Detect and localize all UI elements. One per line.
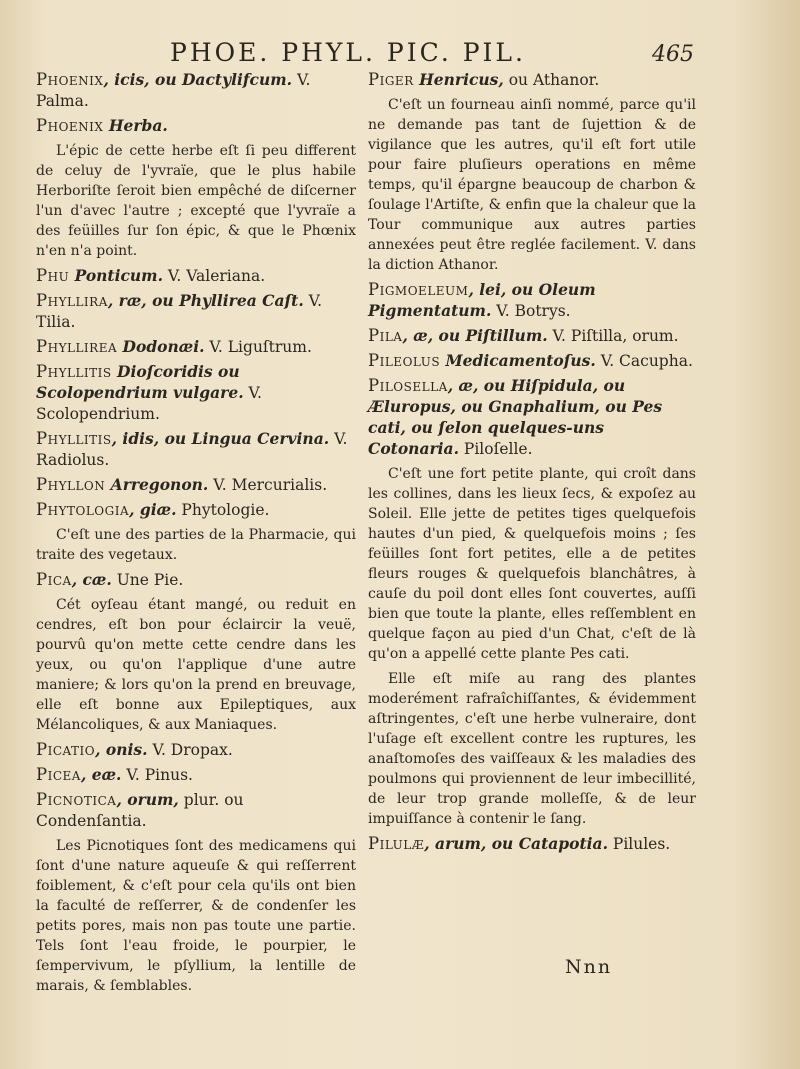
entry-reference: plur. ou Condenſantia. [36, 791, 244, 830]
entry-reference: V. Botrys. [491, 302, 571, 320]
dictionary-entry [36, 500, 356, 521]
entry-synonym: , giæ. [129, 500, 177, 519]
entry-synonym: Herba. [103, 116, 168, 135]
dictionary-entry [36, 429, 356, 471]
dictionary-entry [368, 280, 696, 322]
entry-reference: V. Valeriana. [162, 267, 266, 285]
entry-reference: V. Mercurialis. [208, 476, 328, 494]
entry-synonym: , icis, ou Dactylifcum. [103, 70, 293, 89]
entry-synonym: , eæ. [80, 765, 122, 784]
dictionary-entry [36, 765, 356, 786]
dictionary-entry [36, 570, 356, 591]
dictionary-entry [368, 70, 696, 91]
signature-mark: Nnn [565, 956, 613, 978]
entry-paragraph: C'eſt un fourneau ainſi nommé, parce qu'il ne demande pas tant de ſujettion & de vigilance que les autres, qu'il eſt fort utile pour faire pluſieurs operations en même temps, qu'il épargne beaucoup de charbon & ſoulage l'Artiſte, & enfin que la chaleur que la Tour communique aux autres parties annexées peut être reglée facilement. V. dans la diction Athanor. [368, 97, 696, 273]
entry-reference: V. Dropax. [147, 741, 233, 759]
dictionary-entry [36, 70, 356, 112]
entry-reference: Pilules. [607, 835, 671, 853]
page-header [0, 36, 800, 70]
entry-synonym: , ræ, ou Phyllirea Caſt. [107, 291, 304, 310]
entry-reference: V. Palma. [36, 71, 311, 110]
entry-headword: Piger [368, 70, 414, 89]
entry-headword: Phyllon [36, 475, 106, 494]
dictionary-entry [36, 266, 356, 287]
page-number: 465 [652, 42, 694, 67]
entry-synonym: , orum, [116, 790, 179, 809]
entry-paragraph: Les Picnotiques ſont des medicamens qui ſont d'une nature aqueuſe & qui reſſerrent foiblement, & c'eſt pour cela qu'ils ont bien la faculté de reſſerrer, & de condenſer les petits pores, mais non pas toute une partie. Tels ſont l'eau froide, le pourpier, le ſempervivum, le pſyllium, la lentille de marais, & ſemblables. [36, 838, 356, 994]
entry-synonym: , onis. [95, 740, 148, 759]
entry-reference: Phytologie. [176, 501, 270, 519]
dictionary-entry [36, 116, 356, 137]
entry-headword: Picatio [36, 740, 96, 759]
dictionary-entry [368, 376, 696, 460]
entry-headword: Phu [36, 266, 70, 285]
entry-paragraph: Cét oyſeau étant mangé, ou reduit en cendres, eſt bon pour éclaircir la veuë, pourvû qu'on mette cette cendre dans les yeux, ou qu'on l'applique d'une autre maniere; & lors qu'on la prend en breuvage, elle eſt bonne aux Epileptiques, aux Mélancoliques, & aux Maniaques. [36, 597, 356, 733]
entry-synonym: Arregonon. [105, 475, 209, 494]
entry-synonym: Ponticum. [69, 266, 163, 285]
dictionary-entry [368, 326, 696, 347]
left-column [36, 70, 356, 1001]
entry-paragraph: C'eſt une fort petite plante, qui croît dans les collines, dans les lieux ſecs, & expoſez au Soleil. Elle jette de petites tiges quelquefois hautes d'un pied, & quelquefois moins ; ſes feüilles ſont fort petites, elle a de petites fleurs rouges & quelquefois blanchâtres, à cauſe du poil dont elles ſont couvertes, auſſi bien que toute la plante, elles reſſemblent en quelque façon au pied d'un Chat, c'eſt de là qu'on a appellé cette plante Pes cati. [368, 466, 696, 662]
entry-headword: Pilulæ [368, 834, 425, 853]
dictionary-entry [36, 291, 356, 333]
entry-headword: Picea [36, 765, 81, 784]
running-head: PHOE. PHYL. PIC. PIL. [170, 38, 526, 67]
entry-headword: Phyllitis [36, 362, 112, 381]
entry-headword: Pilosella [368, 376, 448, 395]
dictionary-entry [368, 351, 696, 372]
entry-reference: V. Radiolus. [36, 430, 348, 469]
entry-headword: Pigmoeleum [368, 280, 469, 299]
entry-headword: Pileolus [368, 351, 441, 370]
dictionary-entry [36, 362, 356, 425]
entry-headword: Phoenix [36, 116, 104, 135]
entry-headword: Phytologia [36, 500, 130, 519]
dictionary-entry [36, 337, 356, 358]
entry-reference: Une Pie. [111, 571, 184, 589]
entry-synonym: Medicamentoſus. [440, 351, 596, 370]
entry-headword: Pica [36, 570, 72, 589]
entry-synonym: Dioſcoridis ou Scolopendrium vulgare. [36, 362, 244, 402]
dictionary-entry [36, 475, 356, 496]
dictionary-entry [368, 834, 696, 855]
entry-synonym: , æ, ou Piſtillum. [402, 326, 548, 345]
entry-headword: Phyllitis [36, 429, 112, 448]
right-column [368, 70, 696, 859]
entry-reference: Piloſelle. [458, 440, 533, 458]
entry-synonym: Henricus, [413, 70, 504, 89]
dictionary-entry [36, 740, 356, 761]
entry-reference: V. Tilia. [36, 292, 323, 331]
entry-headword: Pila [368, 326, 403, 345]
entry-synonym: , æ, ou Hiſpidula, ou Æluropus, ou Gnaphalium, ou Pes cati, ou ſelon quelques-uns Cotonaria. [368, 376, 663, 458]
entry-headword: Phyllirea [36, 337, 118, 356]
entry-headword: Phoenix [36, 70, 104, 89]
entry-paragraph: Elle eſt miſe au rang des plantes moderément rafraîchiſſantes, & évidemment aſtringentes, c'eſt une herbe vulneraire, dont l'uſage eſt excellent contre les ruptures, les anaſtomoſes des vaiſſeaux & les maladies des poulmons qui proviennent de leur imbecillité, de leur trop grande molleſſe, & de leur impuiſſance à contenir le ſang. [368, 671, 696, 827]
entry-reference: V. Piſtilla, orum. [547, 327, 679, 345]
dictionary-entry [36, 790, 356, 832]
entry-reference: V. Scolopendrium. [36, 384, 262, 423]
entry-synonym: , cæ. [71, 570, 112, 589]
entry-reference: V. Liguſtrum. [204, 338, 312, 356]
entry-reference: V. Pinus. [121, 766, 193, 784]
entry-synonym: Dodonæi. [117, 337, 205, 356]
entry-synonym: , lei, ou Oleum Pigmentatum. [368, 280, 596, 320]
entry-paragraph: L'épic de cette herbe eſt ſi peu different de celuy de l'yvraïe, que le plus habile Herboriſte ſeroit bien empêché de diſcerner l'un d'avec l'autre ; excepté que l'yvraïe a des feüilles ſur ſon épic, & que le Phœnix n'en n'a point. [36, 143, 356, 259]
entry-headword: Picnotica [36, 790, 117, 809]
entry-synonym: , idis, ou Lingua Cervina. [111, 429, 330, 448]
entry-paragraph: C'eſt une des parties de la Pharmacie, qui traite des vegetaux. [36, 527, 356, 563]
entry-headword: Phyllira [36, 291, 108, 310]
entry-reference: V. Cacupha. [595, 352, 693, 370]
entry-synonym: , arum, ou Catapotia. [424, 834, 608, 853]
entry-reference: ou Athanor. [503, 71, 600, 89]
